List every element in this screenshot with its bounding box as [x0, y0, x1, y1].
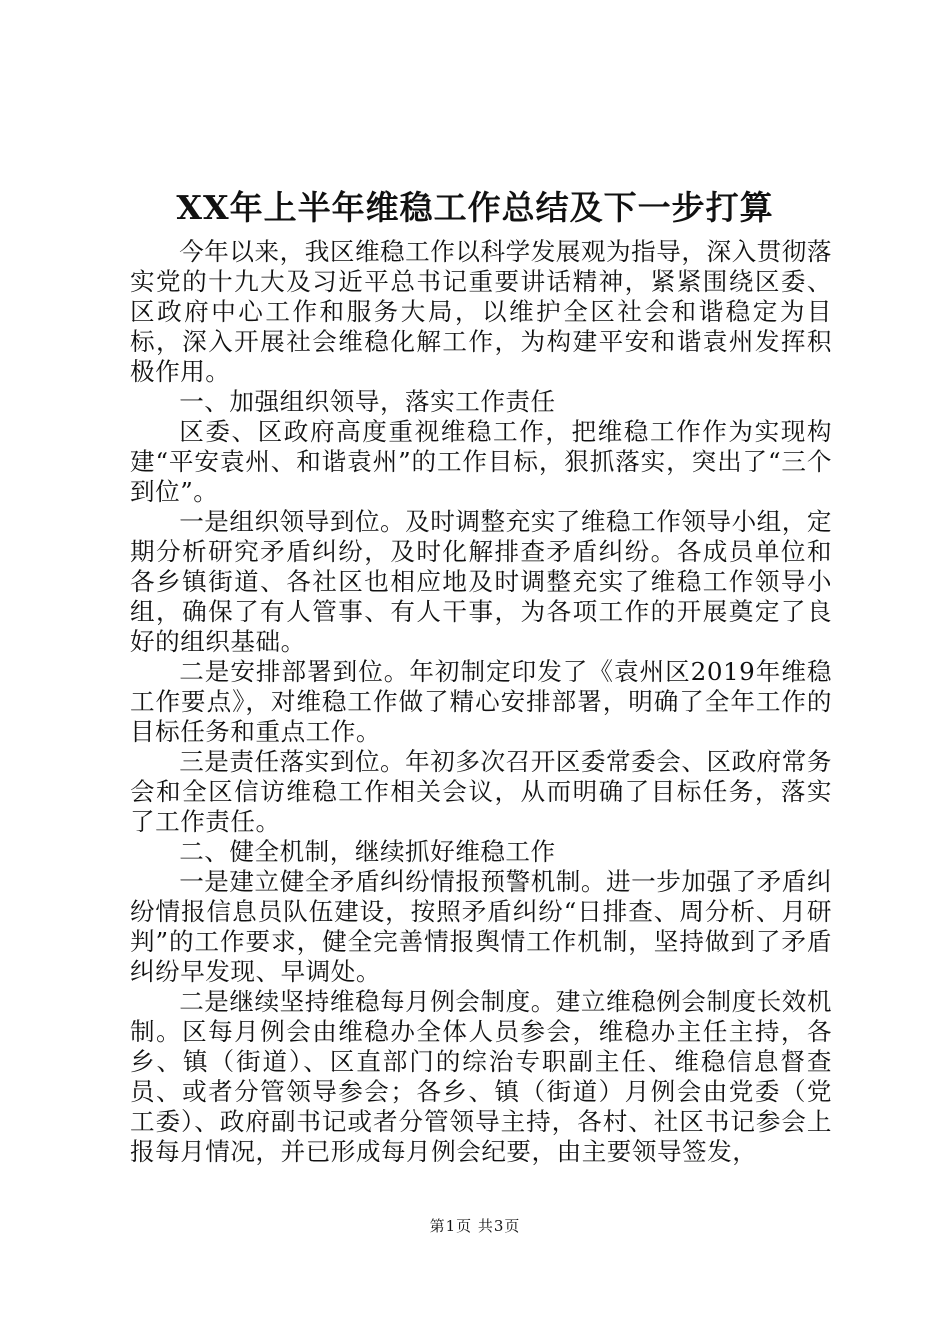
- body-paragraph: 一是组织领导到位。及时调整充实了维稳工作领导小组，定期分析研究矛盾纠纷，及时化解排查矛盾纠纷。各成员单位和各乡镇街道、各社区也相应地及时调整充实了维稳工作领导小组，确保了有人管事、有人干事，为各项工作的开展奠定了良好的组织基础。: [130, 507, 832, 656]
- section-heading: 一、加强组织领导，落实工作责任: [179, 387, 556, 416]
- body-paragraph: 二是继续坚持维稳每月例会制度。建立维稳例会制度长效机制。区每月例会由维稳办全体人员参会，维稳办主任主持，各乡、镇（街道）、区直部门的综治专职副主任、维稳信息督查员、或者分管领导参会；各乡、镇（街道）月例会由党委（党工委）、政府副书记或者分管领导主持，各村、社区书记参会上报每月情况，并已形成每月例会纪要，由主要领导签发，: [130, 987, 832, 1166]
- body-paragraph: 二是安排部署到位。年初制定印发了《袁州区2019年维稳工作要点》，对维稳工作做了精心安排部署，明确了全年工作的目标任务和重点工作。: [130, 657, 832, 746]
- body-paragraph: 三是责任落实到位。年初多次召开区委常委会、区政府常务会和全区信访维稳工作相关会议，从而明确了目标任务，落实了工作责任。: [130, 747, 832, 836]
- document-body: [130, 237, 832, 1167]
- page-number-footer: 第1页 共3页: [429, 1217, 521, 1235]
- document-title: XX年上半年维稳工作总结及下一步打算: [176, 188, 774, 227]
- body-paragraph: 区委、区政府高度重视维稳工作，把维稳工作作为实现构建“平安袁州、和谐袁州”的工作目标，狠抓落实，突出了“三个到位”。: [130, 417, 832, 506]
- body-paragraph: 一是建立健全矛盾纠纷情报预警机制。进一步加强了矛盾纠纷情报信息员队伍建设，按照矛盾纠纷“日排查、周分析、月研判”的工作要求，健全完善情报舆情工作机制，坚持做到了矛盾纠纷早发现、早调处。: [130, 867, 832, 986]
- intro-paragraph: 今年以来，我区维稳工作以科学发展观为指导，深入贯彻落实党的十九大及习近平总书记重要讲话精神，紧紧围绕区委、区政府中心工作和服务大局，以维护全区社会和谐稳定为目标，深入开展社会维稳化解工作，为构建平安和谐袁州发挥积极作用。: [130, 237, 832, 386]
- section-heading: 二、健全机制，继续抓好维稳工作: [179, 837, 556, 866]
